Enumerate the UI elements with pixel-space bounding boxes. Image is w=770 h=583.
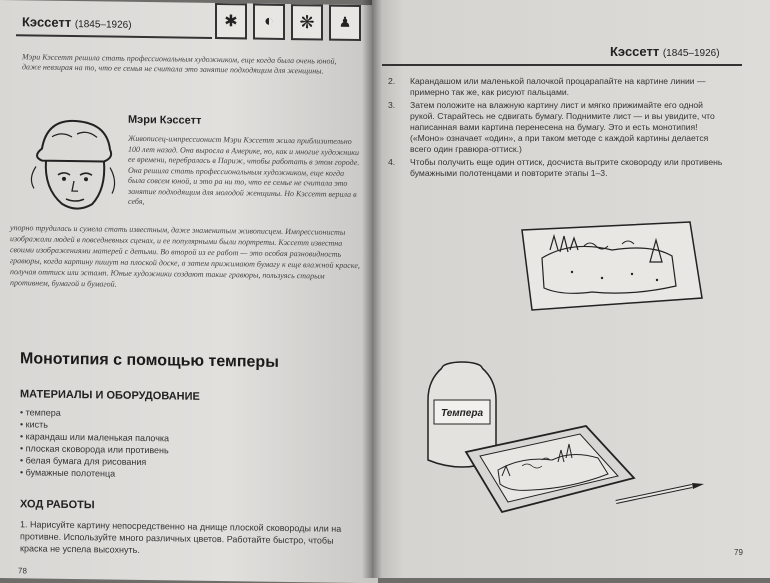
- step-number: 1.: [20, 519, 28, 530]
- star-icon: ✱: [215, 3, 247, 39]
- right-page: [372, 0, 770, 578]
- material-item: • темпера: [20, 406, 169, 420]
- half-moon-icon: ◐: [253, 4, 285, 40]
- pencil-illustration: [616, 483, 704, 502]
- portrait-illustration: [22, 108, 122, 219]
- material-item: • карандаш или маленькая палочка: [20, 430, 169, 444]
- material-item: • белая бумага для рисования: [20, 454, 169, 468]
- activity-title: Монотипия с помощью темперы: [20, 350, 279, 371]
- steps-list: [388, 76, 728, 181]
- step-item: 3. Затем положите на влажную картину лист и мягко прижимайте его одной рукой. Старайтесь не сдвигать бумагу. Поднимите лист — и вы увидите, что написанная вами картина перенесена на бумагу. Это и есть монотипия! («Моно» означает «один», а при таком методе с каждой картины делается всего один гравюра-оттиск.): [388, 100, 715, 154]
- material-item: • плоская сковорода или противень: [20, 442, 169, 456]
- monoprint-sheet-illustration: [522, 222, 702, 310]
- step-text: Нарисуйте картину непосредственно на днище плоской сковороды или на противне. Используйте много различных цветов. Работайте быстро, чтобы краска не успела высохнуть.: [20, 519, 342, 555]
- jar-label: Темпера: [440, 408, 484, 419]
- bio-text-bottom: упорно трудилась и сумела стать известным, даже знаменитым живописцем. Импрессионисты изображали людей в повседневных сценах, и ее популярными были портреты. Кэссетт известна своими изображениями матерей с детьми. Во второй из ее работ — это особая разновидность гравюры, когда картину пишут на плоской доске, а затем прижимают бумагу к еще влажной краске, получая оттиск или эстамп. Юные художники создают такие гравюры, пользуясь старым противнем, бумагой и бумагой.: [10, 223, 360, 289]
- materials-list: [20, 406, 169, 480]
- bio-name: Мэри Кэссетт: [128, 113, 202, 127]
- step-item: 4. Чтобы получить еще один оттиск, досчиста вытрите сковороду или противень бумажными полотенцами и повторите этапы 1–3.: [388, 157, 723, 178]
- step-item: 2. Карандашом или маленькой палочкой процарапайте на картине линии — примерно так же, как рисуют пальцами.: [388, 76, 706, 97]
- right-page-number: 79: [734, 548, 743, 557]
- left-page-number: 78: [18, 566, 27, 576]
- material-item: • бумажные полотенца: [20, 466, 169, 480]
- left-header-rule: [16, 34, 212, 39]
- left-page: [0, 0, 378, 583]
- materials-heading: МАТЕРИАЛЫ И ОБОРУДОВАНИЕ: [20, 388, 200, 403]
- book-gutter: [362, 0, 382, 578]
- header-icons: [215, 3, 361, 41]
- left-header-title: Кэссетт (1845–1926): [22, 14, 132, 31]
- intro-text: Мэри Кэссетт решила стать профессиональным художником, еще когда была очень юной, даже невзирая на то, что ее семья не считала это занятие подходящим для женщины.: [22, 52, 337, 76]
- fingerprint-icon: ❋: [291, 4, 323, 40]
- step-1: [20, 518, 360, 559]
- procedure-heading: ХОД РАБОТЫ: [20, 498, 95, 512]
- right-header-title: Кэссетт (1845–1926): [610, 44, 720, 59]
- bio-text-top: Живописец-импрессионист Мэри Кэссетт жила приблизительно 100 лет назад. Она выросла в Америке, но, как и многие художники ее времени, перебралась в Париж, чтобы работать в этом городе. Она решила стать профессиональным художником, еще когда была совсем юной, и это ра ни то, что ее семье не считала это занятие подходящим для молодой женщины. Но Кэссетт верила в себя,: [128, 133, 360, 207]
- figure-icon: ♟: [329, 5, 361, 41]
- material-item: • кисть: [20, 418, 169, 432]
